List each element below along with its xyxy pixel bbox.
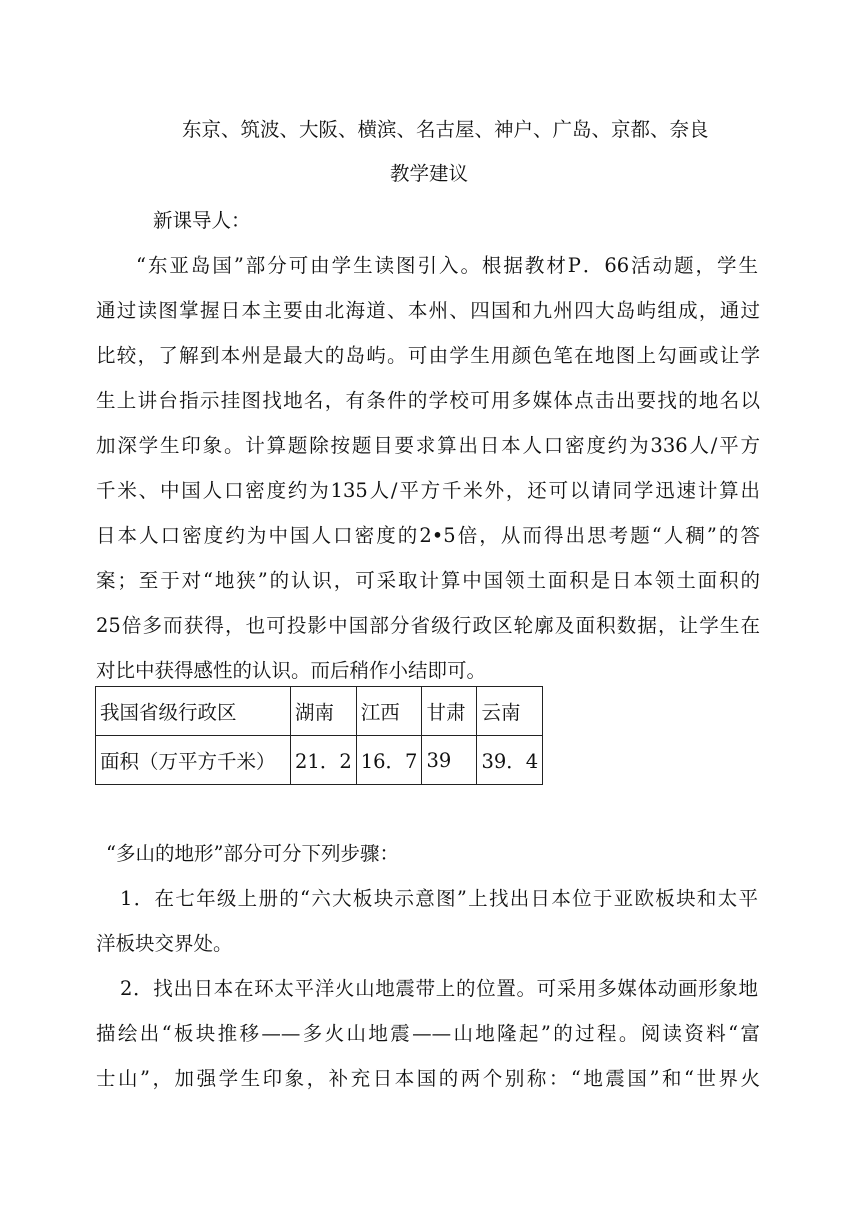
province-area-table [95,686,543,785]
table-header-cell: 我国省级行政区 [96,687,291,736]
step-line: 士山”，加强学生印象，补充日本国的两个别称：“地震国”和“世界火 [96,1067,760,1090]
table-cell: 面积（万平方千米） [96,736,291,785]
table-header-cell: 湖南 [291,687,357,736]
paragraph-line: 生上讲台指示挂图找地名，有条件的学校可用多媒体点击出要找的地名以 [96,389,760,412]
paragraph-line: 比较，了解到本州是最大的岛屿。可由学生用颜色笔在地图上勾画或让学 [96,344,760,367]
section-title: 教学建议 [390,162,469,185]
paragraph-line: 日本人口密度约为中国人口密度的2•5倍，从而得出思考题“人稠”的答 [96,524,760,547]
table-row [96,687,543,736]
table-header-cell: 甘肃 [422,687,477,736]
table-header-cell: 云南 [477,687,543,736]
paragraph-line: 案；至于对“地狭”的认识，可采取计算中国领土面积是日本领土面积的 [96,569,760,592]
header-city-list: 东京、筑波、大阪、横滨、名古屋、神户、广岛、京都、奈良 [182,118,709,141]
paragraph-line: 通过读图掌握日本主要由北海道、本州、四国和九州四大岛屿组成，通过 [96,299,760,322]
step-line: 洋板块交界处。 [96,932,233,955]
paragraph-line: “东亚岛国”部分可由学生读图引入。根据教材P．66活动题，学生 [136,254,758,277]
paragraph-line: 对比中获得感性的认识。而后稍作小结即可。 [96,659,487,682]
table-cell: 21．2 [291,736,357,785]
paragraph-line: 25倍多而获得，也可投影中国部分省级行政区轮廓及面积数据，让学生在 [96,614,760,637]
table-cell: 39．4 [477,736,543,785]
table-header-cell: 江西 [356,687,422,736]
intro-heading: 新课导人： [153,209,251,232]
step-line: 2．找出日本在环太平洋火山地震带上的位置。可采用多媒体动画形象地 [120,977,758,1000]
table-cell: 39 [422,736,477,785]
table-cell: 16．7 [356,736,422,785]
step-line: 1．在七年级上册的“六大板块示意图”上找出日本位于亚欧板块和太平 [120,887,758,910]
table-row [96,736,543,785]
terrain-heading: “多山的地形”部分可分下列步骤： [106,842,399,865]
paragraph-line: 千米、中国人口密度约为135人/平方千米外，还可以请同学迅速计算出 [96,479,760,502]
paragraph-line: 加深学生印象。计算题除按题目要求算出日本人口密度约为336人/平方 [96,434,760,457]
step-line: 描绘出“板块推移——多火山地震——山地隆起”的过程。阅读资料“富 [96,1022,760,1045]
